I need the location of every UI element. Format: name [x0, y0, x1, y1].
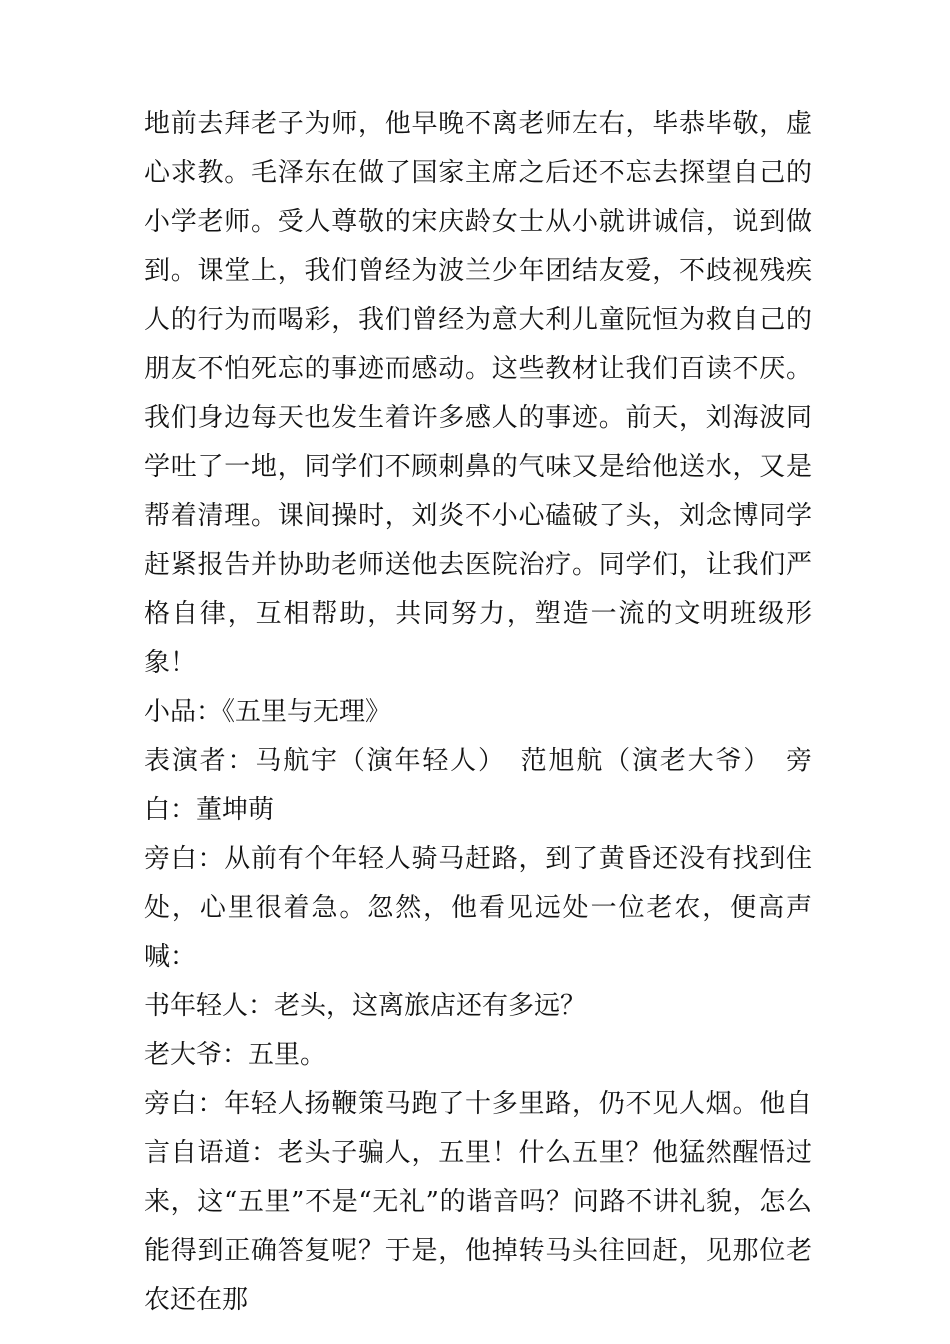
- paragraph-young-man-line: 书年轻人：老头，这离旅店还有多远？: [144, 991, 587, 1021]
- paragraph-skit-title: 小品：《五里与无理》: [144, 697, 392, 727]
- paragraph-performers: 表演者：马航宇（演年轻人） 范旭航（演老大爷） 旁白：董坤萌: [144, 746, 812, 825]
- document-body: [144, 100, 812, 1325]
- paragraph-essay-ending: 地前去拜老子为师，他早晚不离老师左右，毕恭毕敬，虚心求教。毛泽东在做了国家主席之后还不忘去探望自己的小学老师。受人尊敬的宋庆龄女士从小就讲诚信，说到做到。课堂上，我们曾经为波兰少年团结友爱，不歧视残疾人的行为而喝彩，我们曾经为意大利儿童阮恒为救自己的朋友不怕死忘的事迹而感动。这些教材让我们百读不厌。我们身边每天也发生着许多感人的事迹。前天，刘海波同学吐了一地，同学们不顾刺鼻的气味又是给他送水，又是帮着清理。课间操时，刘炎不小心磕破了头，刘念博同学赶紧报告并协助老师送他去医院治疗。同学们，让我们严格自律，互相帮助，共同努力，塑造一流的文明班级形象！: [144, 109, 812, 678]
- paragraph-old-man-line: 老大爷：五里。: [144, 1040, 327, 1070]
- paragraph-narration-1: 旁白：从前有个年轻人骑马赶路，到了黄昏还没有找到住处，心里很着急。忽然，他看见远处一位老农，便高声喊：: [144, 844, 812, 972]
- paragraph-narration-2: 旁白：年轻人扬鞭策马跑了十多里路，仍不见人烟。他自言自语道：老头子骗人，五里！什么五里？他猛然醒悟过来，这“五里”不是“无礼”的谐音吗？问路不讲礼貌，怎么能得到正确答复呢？于是，他掉转马头往回赶，见那位老农还在那: [144, 1089, 812, 1315]
